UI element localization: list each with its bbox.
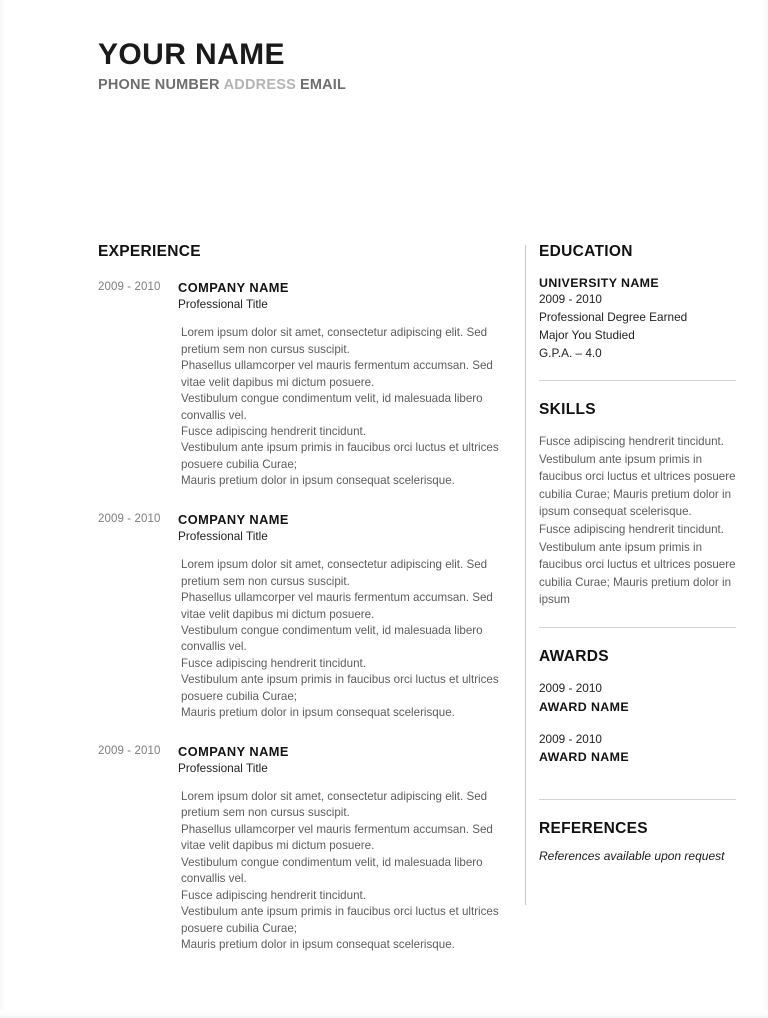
- right-column: [539, 243, 739, 866]
- phone-number-label: PHONE NUMBER: [98, 76, 220, 93]
- education-heading: EDUCATION: [539, 243, 633, 260]
- experience-description-line: Phasellus ullamcorper vel mauris fermentum accumsan. Sed vitae velit dapibus mi dictum posuere.: [181, 591, 493, 621]
- section-divider: [539, 799, 736, 800]
- references-section: [539, 820, 739, 866]
- experience-description-line: Vestibulum congue condimentum velit, id malesuada libero convallis vel.: [181, 392, 483, 422]
- experience-description-line: Phasellus ullamcorper vel mauris fermentum accumsan. Sed vitae velit dapibus mi dictum posuere.: [181, 359, 493, 389]
- experience-company: COMPANY NAME: [178, 743, 289, 759]
- experience-dates: 2009 - 2010: [98, 281, 161, 293]
- experience-description: [181, 325, 508, 490]
- experience-main: [178, 512, 508, 722]
- skills-divider-wrap: [539, 609, 739, 648]
- education-major: Major You Studied: [539, 327, 635, 342]
- experience-description-line: Vestibulum congue condimentum velit, id malesuada libero convallis vel.: [181, 623, 483, 654]
- resume-header: [98, 38, 698, 94]
- skills-body: [539, 433, 739, 609]
- skills-section: [539, 401, 739, 609]
- experience-description-line: Mauris pretium dolor in ipsum consequat scelerisque.: [181, 706, 455, 720]
- award-dates: 2009 - 2010: [539, 731, 602, 746]
- experience-description-line: Lorem ipsum dolor sit amet, consectetur adipiscing elit. Sed pretium sem non cursus suscipit.: [181, 790, 488, 820]
- experience-heading: EXPERIENCE: [98, 243, 201, 260]
- experience-description-line: Fusce adipiscing hendrerit tincidunt.: [181, 888, 366, 902]
- experience-company: COMPANY NAME: [178, 511, 289, 527]
- award-name: AWARD NAME: [539, 750, 630, 765]
- experience-description-line: Mauris pretium dolor in ipsum consequat scelerisque.: [181, 938, 455, 952]
- references-text: References available upon request: [539, 849, 725, 864]
- university-name: UNIVERSITY NAME: [539, 276, 660, 290]
- email-label: EMAIL: [299, 76, 347, 93]
- skills-line: Vestibulum ante ipsum primis in faucibus orci luctus et ultrices posuere cubilia Curae; Mauris pretium dolor in ipsum: [539, 540, 736, 607]
- award-dates: 2009 - 2010: [539, 681, 602, 696]
- awards-divider-wrap: [539, 781, 739, 820]
- experience-main: [178, 280, 508, 490]
- education-degree: Professional Degree Earned: [539, 309, 688, 324]
- awards-section: [539, 648, 739, 765]
- skills-line: Fusce adipiscing hendrerit tincidunt.: [539, 522, 724, 536]
- experience-description-line: Vestibulum ante ipsum primis in faucibus orci luctus et ultrices posuere cubilia Curae;: [181, 441, 499, 471]
- education-dates: 2009 - 2010: [539, 292, 602, 307]
- experience-entry: [98, 744, 508, 954]
- section-divider: [539, 380, 736, 381]
- experience-description-line: Lorem ipsum dolor sit amet, consectetur adipiscing elit. Sed pretium sem non cursus suscipit.: [181, 326, 488, 356]
- experience-company: COMPANY NAME: [178, 280, 289, 295]
- page-edge-bottom: [0, 1010, 768, 1018]
- experience-description-line: Phasellus ullamcorper vel mauris fermentum accumsan. Sed vitae velit dapibus mi dictum posuere.: [181, 822, 493, 853]
- experience-description: [181, 557, 508, 722]
- experience-dates: 2009 - 2010: [98, 512, 161, 525]
- experience-description-line: Fusce adipiscing hendrerit tincidunt.: [181, 656, 366, 670]
- experience-description-line: Lorem ipsum dolor sit amet, consectetur adipiscing elit. Sed pretium sem non cursus suscipit.: [181, 558, 488, 588]
- education-divider-wrap: [539, 362, 739, 401]
- award-entry: [539, 680, 739, 715]
- experience-title: Professional Title: [178, 528, 268, 543]
- experience-main: [178, 744, 508, 954]
- column-divider: [525, 245, 526, 905]
- education-gpa: G.P.A. – 4.0: [539, 345, 602, 360]
- left-column: [98, 243, 508, 976]
- page-edge-left: [0, 0, 6, 1018]
- skills-heading: SKILLS: [539, 400, 596, 418]
- award-name: AWARD NAME: [539, 699, 630, 714]
- skills-line: Fusce adipiscing hendrerit tincidunt.: [539, 434, 724, 448]
- education-section: [539, 243, 739, 362]
- experience-description-line: Vestibulum ante ipsum primis in faucibus orci luctus et ultrices posuere cubilia Curae;: [181, 673, 499, 703]
- experience-title: Professional Title: [178, 296, 268, 311]
- experience-description-line: Vestibulum congue condimentum velit, id malesuada libero convallis vel.: [181, 855, 483, 886]
- experience-dates: 2009 - 2010: [98, 744, 161, 757]
- references-heading: REFERENCES: [539, 820, 648, 838]
- experience-description-line: Vestibulum ante ipsum primis in faucibus orci luctus et ultrices posuere cubilia Curae;: [181, 905, 499, 935]
- experience-entry: [98, 280, 508, 490]
- experience-description: [181, 789, 508, 954]
- experience-description-line: Fusce adipiscing hendrerit tincidunt.: [181, 425, 366, 439]
- experience-entry: [98, 512, 508, 722]
- experience-title: Professional Title: [178, 760, 268, 775]
- contact-line: [98, 77, 698, 94]
- skills-line: Vestibulum ante ipsum primis in faucibus orci luctus et ultrices posuere cubilia Curae; Mauris pretium dolor in ipsum consequat scelerisque.: [539, 452, 736, 519]
- section-divider: [539, 627, 736, 628]
- experience-description-line: Mauris pretium dolor in ipsum consequat scelerisque.: [181, 474, 455, 488]
- award-entry: [539, 731, 739, 766]
- page-edge-right: [762, 0, 768, 1018]
- applicant-name: YOUR NAME: [98, 38, 285, 71]
- awards-heading: AWARDS: [539, 648, 609, 666]
- address-label: ADDRESS: [223, 76, 296, 93]
